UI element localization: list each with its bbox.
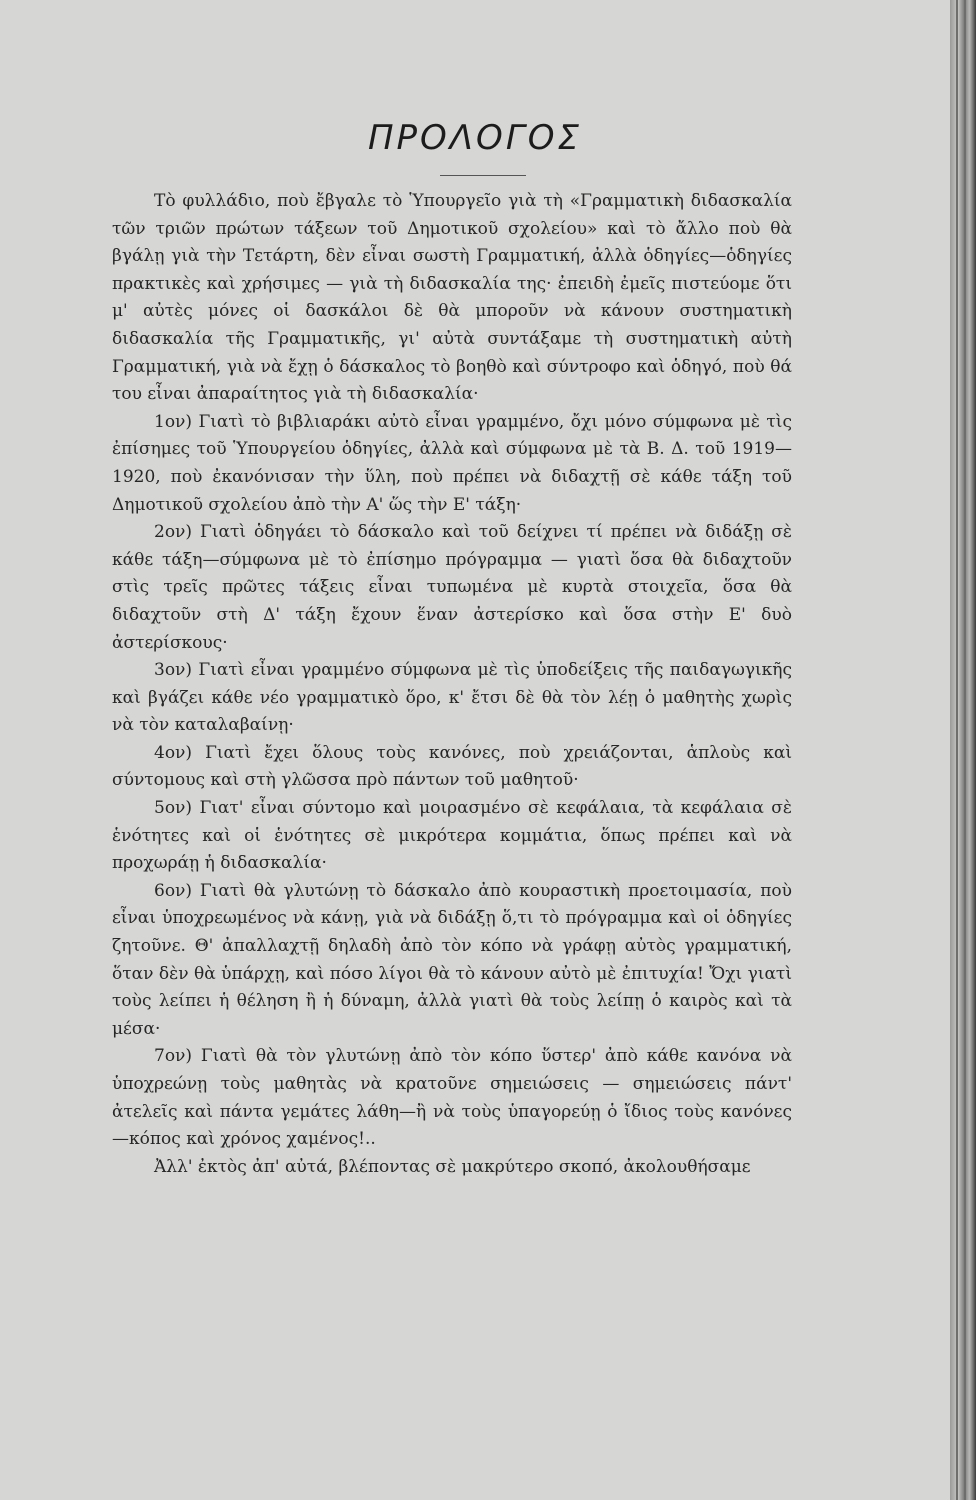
paragraph-point-6: 6ον) Γιατὶ θὰ γλυτώνῃ τὸ δάσκαλο ἀπὸ κουραστικὴ προετοιμασία, ποὺ εἶναι ὑποχρεωμένος νὰ κάνῃ, γιὰ νὰ διδάξῃ ὅ,τι τὸ πρόγραμμα καὶ οἱ ὁδηγίες ζητοῦνε. Θ' ἀπαλλαχτῇ δηλαδὴ ἀπὸ τὸν κόπο νὰ γράφῃ αὐτὸς γραμματική, ὅταν δὲν θὰ ὑπάρχῃ, καὶ πόσο λίγοι θὰ τὸ κάνουν αὐτὸ μὲ ἐπιτυχία! Ὄχι γιατὶ τοὺς λείπει ἡ θέληση ἢ ἡ δύναμη, ἀλλὰ γιατὶ θὰ τοὺς λείπῃ ὁ καιρὸς καὶ τὰ μέσα· — [112, 880, 792, 1039]
title-rule — [440, 175, 526, 176]
paragraph-point-2: 2ον) Γιατὶ ὁδηγάει τὸ δάσκαλο καὶ τοῦ δείχνει τί πρέπει νὰ διδάξῃ σὲ κάθε τάξη—σύμφωνα μὲ τὸ ἐπίσημο πρόγραμμα — γιατὶ ὅσα θὰ διδαχτοῦν στὶς τρεῖς πρῶτες τάξεις εἶναι τυπωμένα μὲ κυρτὰ στοιχεῖα, ὅσα θὰ διδαχτοῦν στὴ Δ' τάξη ἔχουν ἕναν ἀστερίσκο καὶ ὅσα στὴν Ε' δυὸ ἀστερίσκους· — [112, 522, 792, 653]
page-title: ΠΡΟΛΟΓΟΣ — [367, 118, 583, 158]
page-edge-line — [964, 0, 966, 1500]
book-page-edge — [950, 0, 976, 1500]
paragraph-point-1: 1ον) Γιατὶ τὸ βιβλιαράκι αὐτὸ εἶναι γραμμένο, ὄχι μόνο σύμφωνα μὲ τὶς ἐπίσημες τοῦ Ὑπουργείου ὁδηγίες, ἀλλὰ καὶ σύμφωνα μὲ τὰ Β. Δ. τοῦ 1919—1920, ποὺ ἐκανόνισαν τὴν ὕλη, ποὺ πρέπει νὰ διδαχτῇ σὲ κάθε τάξη τοῦ Δημοτικοῦ σχολείου ἀπὸ τὴν Α' ὥς τὴν Ε' τάξη· — [112, 411, 792, 515]
paragraph-continuation: Ἀλλ' ἐκτὸς ἀπ' αὐτά, βλέποντας σὲ μακρύτερο σκοπό, ἀκολουθήσαμε — [154, 1156, 751, 1177]
paragraph-point-4: 4ον) Γιατὶ ἔχει ὅλους τοὺς κανόνες, ποὺ χρειάζονται, ἁπλοὺς καὶ σύντομους καὶ στὴ γλῶσσα πρὸ πάντων τοῦ μαθητοῦ· — [112, 742, 792, 791]
paragraph-point-7: 7ον) Γιατὶ θὰ τὸν γλυτώνῃ ἀπὸ τὸν κόπο ὕστερ' ἀπὸ κάθε κανόνα νὰ ὑποχρεώνῃ τοὺς μαθητὰς νὰ κρατοῦνε σημειώσεις — σημειώσεις πάντ' ἀτελεῖς καὶ πάντα γεμάτες λάθη—ἢ νὰ τοὺς ὑπαγορεύῃ ὁ ἴδιος τοὺς κανόνες—κόπος καὶ χρόνος χαμένος!.. — [112, 1046, 792, 1150]
page-edge-line — [956, 0, 958, 1500]
paragraph-intro: Τὸ φυλλάδιο, ποὺ ἔβγαλε τὸ Ὑπουργεῖο γιὰ τὴ «Γραμματικὴ διδασκαλία τῶν τριῶν πρώτων τάξεων τοῦ Δημοτικοῦ σχολείου» καὶ τὸ ἄλλο ποὺ θὰ βγάλῃ γιὰ τὴν Τετάρτη, δὲν εἶναι σωστὴ Γραμματική, ἀλλὰ ὁδηγίες—ὁδηγίες πρακτικὲς καὶ χρήσιμες — γιὰ τὴ διδασκαλία της· ἐπειδὴ ἐμεῖς πιστεύομε ὅτι μ' αὐτὲς μόνες οἱ δασκάλοι δὲ θὰ μποροῦν νὰ κάνουν συστηματικὴ διδασκαλία τῆς Γραμματικῆς, γι' αὐτὰ συντάξαμε τὴ συστηματικὴ αὐτὴ Γραμματική, γιὰ νὰ ἔχῃ ὁ δάσκαλος τὸ βοηθὸ καὶ σύντροφο καὶ ὁδηγό, ποὺ θά του εἶναι ἀπαραίτητος γιὰ τὴ διδασκαλία· — [112, 191, 792, 405]
paragraph-point-3: 3ον) Γιατὶ εἶναι γραμμένο σύμφωνα μὲ τὶς ὑποδείξεις τῆς παιδαγωγικῆς καὶ βγάζει κάθε νέο γραμματικὸ ὅρο, κ' ἔτσι δὲ θὰ τὸν λέῃ ὁ μαθητὴς χωρὶς νὰ τὸν καταλαβαίνῃ· — [112, 660, 792, 736]
preface-body — [112, 188, 792, 1181]
paragraph-point-5: 5ον) Γιατ' εἶναι σύντομο καὶ μοιρασμένο σὲ κεφάλαια, τὰ κεφάλαια σὲ ἑνότητες καὶ οἱ ἑνότητες σὲ μικρότερα κομμάτια, ὅπως πρέπει καὶ νὰ προχωράῃ ἡ διδασκαλία· — [112, 798, 792, 874]
